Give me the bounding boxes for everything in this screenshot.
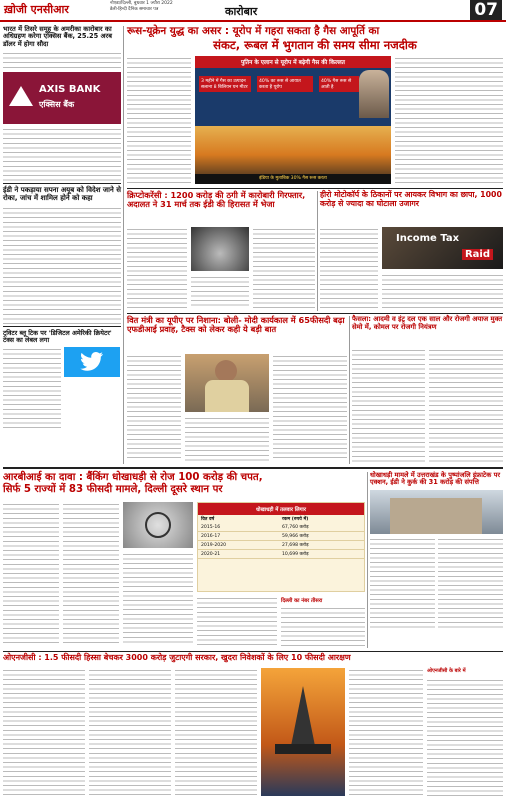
pushpanjali-body-1 <box>370 537 435 631</box>
gas-headline-line1: रूस-यूक्रेन युद्ध का असर : यूरोप में गहरा सकता है गैस आपूर्ति का <box>127 25 380 37</box>
crypto-body-1 <box>127 227 187 309</box>
twitter-logo <box>64 347 120 377</box>
twitter-body <box>3 347 61 431</box>
gas-pipeline-photo <box>195 126 391 174</box>
gas-infographic <box>195 56 391 184</box>
rbi-logo-photo <box>123 502 193 548</box>
row-year: 2015-16 <box>198 523 279 532</box>
ed-headline: ईडी ने पकड़ाया सपना अयूब को विदेश जाने से रोका, जांच में शामिल होने को कहा <box>3 186 121 202</box>
row-year: 2019-2020 <box>198 541 279 550</box>
dateline <box>110 1 230 13</box>
fake-gst-story <box>352 316 503 464</box>
finance-headline: वित मंत्री का यूपीए पर निशाना: बोली- मोदी कार्यकाल में 65फीसदी बढ़ा एफडीआई प्रवाह, टैक्स को लेकर कही ये बड़ी बात <box>127 315 345 335</box>
rbi-table-header-amount: रकम (रुपये में) <box>281 517 309 522</box>
ed-office-photo <box>370 490 503 534</box>
gas-stat-box-3: 40% गैस रूस से आती है <box>319 76 359 92</box>
building-block <box>390 498 482 534</box>
finance-minister-story <box>127 316 347 464</box>
fake-gst-body-1 <box>352 348 425 462</box>
row-amount: 59,966 करोड़ <box>279 532 364 541</box>
finance-body-3 <box>273 354 347 462</box>
fake-gst-headline: फैसला: आदमी व इंट्र दल एक साल और रोजगी अयाज मुक्त सेमो में, कोमल पर रोजगी नियंत्रण <box>352 315 503 331</box>
row-year: 2020-21 <box>198 550 279 559</box>
axis-bank-headline: भारत में तिसरे समूह के अमरीका कारोबार का अधिग्रहण करेगा एक्सिस बैंक, 25.25 अरब डॉलर में होगा सौदा <box>3 25 112 48</box>
gas-body-left <box>127 56 191 184</box>
rbi-body-4 <box>197 596 277 646</box>
table-row <box>198 523 364 532</box>
rbi-body-3 <box>123 552 193 646</box>
axis-bank-logo-icon <box>9 86 33 106</box>
pushpanjali-story <box>370 472 503 648</box>
row-amount: 67,760 करोड़ <box>279 523 364 532</box>
section-title: कारोबार <box>225 5 258 18</box>
rig-platform <box>275 744 331 754</box>
rbi-emblem-icon <box>145 512 171 538</box>
nirmala-photo <box>185 354 269 412</box>
rbi-story <box>3 472 365 648</box>
ongc-story <box>3 654 503 800</box>
income-tax-text: Income Tax <box>396 233 460 244</box>
gas-body-right <box>395 56 503 184</box>
twitter-bird-icon <box>80 352 104 372</box>
table-row <box>198 550 364 559</box>
person-head <box>215 360 237 382</box>
rbi-headline-line2: सिर्फ 5 राज्यों में 83 फीसदी मामले, दिल्ली दूसरे स्थान पर <box>3 484 223 496</box>
page-number: 07 <box>470 0 502 20</box>
crypto-body-2 <box>191 275 249 309</box>
income-tax-photo <box>382 227 503 269</box>
rbi-body-1 <box>3 502 59 646</box>
gas-stat-box-2: 40% का रूस से आयात करता है यूरोप <box>257 76 313 92</box>
ongc-body-5 <box>427 678 503 796</box>
axis-bank-ad <box>3 72 121 124</box>
row-amount: 27,698 करोड़ <box>279 541 364 550</box>
date-text: नोएडा/दिल्ली, बुधवार 1 ज्यौरा 2022 <box>110 1 173 6</box>
ongc-body-1 <box>3 668 85 796</box>
hero-body-2 <box>382 273 503 309</box>
row-year: 2016-17 <box>198 532 279 541</box>
edition-text: डेली-हिन्दी दैनिक समाचार पत्र <box>110 7 159 12</box>
oil-rig-photo <box>261 668 345 796</box>
rig-tower <box>291 686 315 746</box>
ongc-headline: ओएनजीसी : 1.5 फीसदी हिस्सा बेचकर 3000 करोड़ जुटाएगी सरकार, खुदरा निवेशकों के लिए 10 फीसदी आरक्षण <box>3 653 351 662</box>
table-row <box>198 541 364 550</box>
rbi-fraud-table <box>197 502 365 592</box>
newspaper-logo: ख़ोजी एनसीआर <box>4 3 69 16</box>
crypto-headline: क्रिप्टोकरेंसी : 1200 करोड़ की ठगी में कारोबारी गिरफ्तार, अदालत ने 31 मार्च तक ईडी की हिरासत में भेजा <box>127 190 306 210</box>
raid-text: Raid <box>462 249 493 260</box>
finance-body-1 <box>127 354 181 462</box>
crypto-body-3 <box>253 227 315 309</box>
pushpanjali-body-2 <box>438 537 503 631</box>
gas-infographic-banner: पुतिन के एलान से यूरोप में बढ़ेगी गैस की किल्लत <box>195 56 391 68</box>
ed-body <box>3 206 121 324</box>
hero-body-1 <box>320 227 378 309</box>
ongc-body-3 <box>175 668 257 796</box>
rbi-body-5 <box>281 606 365 646</box>
row-amount: 10,699 करोड़ <box>279 550 364 559</box>
rbi-body-2 <box>63 502 119 646</box>
ongc-subhead: ओएनजीसी के बारे में <box>427 668 466 674</box>
fake-gst-body-2 <box>429 348 503 462</box>
handcuffs-photo <box>191 227 249 271</box>
putin-photo <box>359 70 389 118</box>
finance-body-2 <box>185 416 269 462</box>
ongc-body-4 <box>349 668 423 796</box>
axis-bank-ad-subtext: एक्सिस बैंक <box>39 100 75 110</box>
gas-chart-caption: इंडिया के मुताबिक 30% गैस रूस करता <box>195 174 391 184</box>
rbi-table <box>198 515 364 559</box>
gas-headline-line2: संकट, रूबल में भुगतान की समय सीमा नजदीक <box>213 37 417 52</box>
crypto-story <box>127 191 315 311</box>
rbi-table-title: धोखाधड़ी में तलवार लिगार <box>198 503 364 515</box>
rbi-headline-line1: आरबीआई का दावा : बैंकिंग धोखाधड़ी से रोज 100 करोड़ की चपत, <box>3 472 263 483</box>
hero-headline: हीरो मोटोकॉर्प के ठिकानों पर आयकर विभाग का छापा, 1000 करोड़ से ज्यादा का घोटाला उजागर <box>320 190 502 208</box>
gas-supply-story <box>127 26 503 186</box>
rbi-table-header <box>198 515 364 523</box>
masthead <box>0 0 506 22</box>
axis-bank-body-2 <box>3 127 121 181</box>
rbi-table-header-year: वित वर्ष <box>201 517 215 522</box>
ongc-body-2 <box>89 668 171 796</box>
gas-stat-box-1: 3 महीने में गैस का उत्पादन सलाना 8 बिलियन घन मीटर <box>199 76 251 92</box>
axis-bank-body <box>3 51 121 69</box>
rbi-subhead: दिल्ली का नंबर तीसरा <box>281 598 323 604</box>
axis-bank-ad-text: AXIS BANK <box>39 84 101 96</box>
person-saree <box>205 380 249 412</box>
pushpanjali-headline: धोखाधड़ी मामले में उत्तराखंड के पुष्पांजलि इंफ्राटेक पर एक्शन, ईडी ने कुर्क की 31 करोड़ की संपत्ति <box>370 471 501 487</box>
left-column <box>3 26 121 464</box>
twitter-headline: ट्विटर ब्लू टिक पर 'डिजिटल अमेरिकी क्रियेटर' टेक्स का लेबल लगा <box>3 328 112 344</box>
hero-motocorp-story <box>320 191 503 311</box>
table-row <box>198 532 364 541</box>
